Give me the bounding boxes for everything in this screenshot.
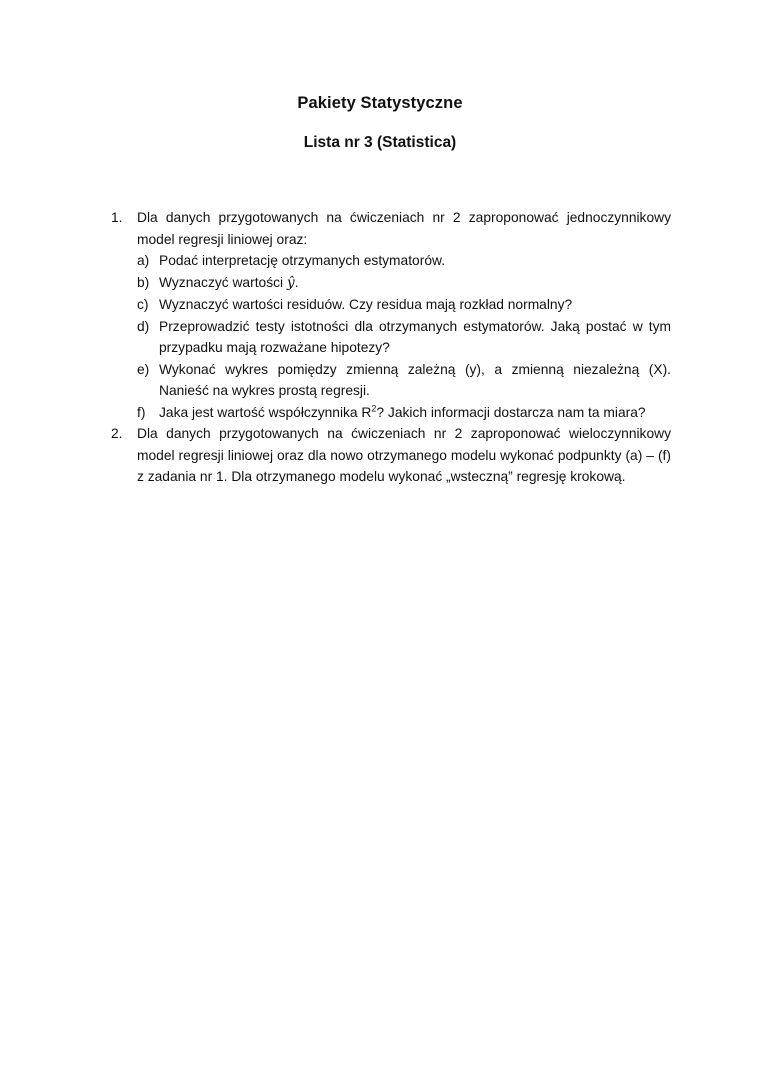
task-item-1: [111, 207, 671, 423]
subtask-letter: a): [137, 253, 150, 268]
document-title: Pakiety Statystyczne: [297, 94, 463, 112]
task-list: [111, 207, 671, 488]
subtask-item-c: [137, 294, 671, 316]
document-subtitle: Lista nr 3 (Statistica): [303, 134, 457, 151]
task-number: 2.: [111, 426, 123, 441]
subtask-list: [137, 250, 671, 423]
subtask-text: Jaka jest wartość współczynnika R: [159, 404, 372, 420]
subtask-letter: c): [137, 297, 149, 312]
subtask-text: Wykonać wykres pomiędzy zmienną zależną (y), a zmienną niezależną (X). Nanieść na wykres prostą regresji.: [159, 361, 671, 398]
task-text: Dla danych przygotowanych na ćwiczeniach nr 2 zaproponować wieloczynnikowy model regresji liniowej oraz dla nowo otrzymanego modelu wykonać podpunkty (a) – (f) z zadania nr 1. Dla otrzymanego modelu wykonać „wsteczną” regresję krokową.: [137, 426, 671, 484]
subtask-text: Przeprowadzić testy istotności dla otrzymanych estymatorów. Jaką postać w tym przypadku mają rozważane hipotezy?: [159, 318, 671, 355]
subtask-text-end: ? Jakich informacji dostarcza nam ta miara?: [376, 404, 646, 420]
subtask-letter: f): [137, 404, 146, 420]
subtask-item-d: [137, 316, 671, 359]
subtask-text: Wyznaczyć wartości: [159, 274, 287, 290]
subtask-text: Podać interpretację otrzymanych estymatorów.: [159, 253, 446, 268]
task-item-2: [111, 423, 671, 488]
subtask-text-end: .: [294, 274, 299, 290]
y-hat-symbol: ŷ: [286, 274, 295, 291]
subtask-letter: d): [137, 318, 150, 334]
task-number: 1.: [111, 210, 123, 225]
task-text: Dla danych przygotowanych na ćwiczeniach nr 2 zaproponować jednoczynnikowy model regresji liniowej oraz:: [137, 210, 671, 247]
subtask-item-a: [137, 250, 671, 272]
r-squared-exponent: 2: [371, 402, 377, 413]
subtask-letter: e): [137, 361, 150, 377]
subtask-text: Wyznaczyć wartości residuów. Czy residua mają rozkład normalny?: [159, 297, 573, 312]
subtask-letter: b): [137, 274, 150, 290]
subtask-item-e: [137, 359, 671, 402]
subtask-item-f: [137, 402, 671, 424]
subtask-item-b: [137, 272, 671, 295]
